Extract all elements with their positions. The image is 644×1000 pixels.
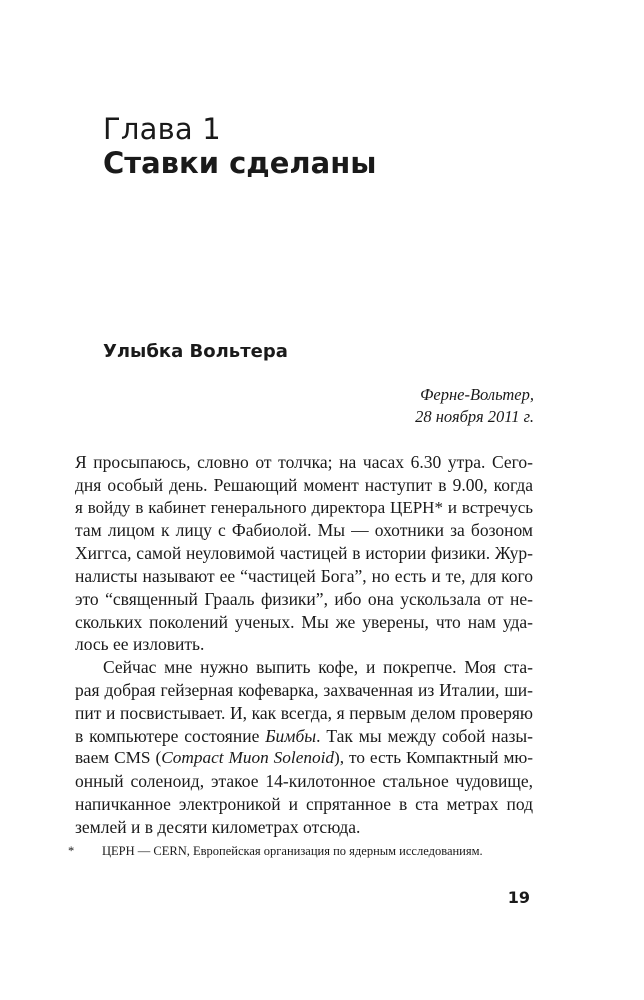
text-line: Я просыпаюсь, словно от толчка; на часах 6.30 утра. Сего- <box>75 452 533 472</box>
paragraph-2 <box>75 656 533 838</box>
section-heading: Улыбка Вольтера <box>103 341 288 362</box>
text-line: дня особый день. Решающий момент наступит в 9.00, когда <box>75 474 533 495</box>
text-line: ваем CMS (Compact Muon Solenoid), то есть Компактный мю- <box>75 748 533 768</box>
epigraph <box>415 384 534 428</box>
text-line: лось ее изловить. <box>75 634 205 655</box>
text-line: в компьютере состояние Бимбы. Так мы между собой назы- <box>75 725 534 746</box>
text-line: скольких поколений ученых. Мы же уверены, что нам уда- <box>75 611 533 632</box>
chapter-label: Глава 1 <box>103 112 221 146</box>
text-line: там лицом к лицу с Фабиолой. Мы — охотники за бозоном <box>75 520 533 541</box>
text-line: это “священный Грааль физики”, ибо она ускользала от не- <box>75 588 533 609</box>
chapter-title: Ставки сделаны <box>103 146 377 180</box>
footnote-mark: * <box>68 844 75 858</box>
text-line: я войду в кабинет генерального директора ЦЕРН* и встречусь <box>75 497 533 517</box>
footnote-text: ЦЕРН — CERN, Европейская организация по ядерным исследованиям. <box>102 844 483 858</box>
text-line: онный соленоид, этакое 14-килотонное стальное чудовище, <box>75 771 533 792</box>
text-line: рая добрая гейзерная кофеварка, захваченная из Италии, ши- <box>75 679 533 700</box>
paragraph-1 <box>75 451 533 656</box>
text-line: налисты называют ее “частицей Бога”, но есть и те, для кого <box>75 565 533 586</box>
epigraph-place: Ферне-Вольтер, <box>420 385 534 404</box>
text-line: землей и в десяти километрах отсюда. <box>75 816 361 837</box>
footnote <box>68 843 538 859</box>
text-line: Хиггса, самой неуловимой частицей в истории физики. Жур- <box>75 543 533 564</box>
body-text <box>75 451 533 839</box>
text-line: пит и посвистывает. И, как всегда, я первым делом проверяю <box>75 702 533 723</box>
text-line: Сейчас мне нужно выпить кофе, и покрепче. Моя ста- <box>103 657 533 678</box>
epigraph-date: 28 ноября 2011 г. <box>415 407 534 426</box>
page-number: 19 <box>507 888 530 907</box>
text-line: напичканное электроникой и спрятанное в ста метрах под <box>75 793 533 814</box>
